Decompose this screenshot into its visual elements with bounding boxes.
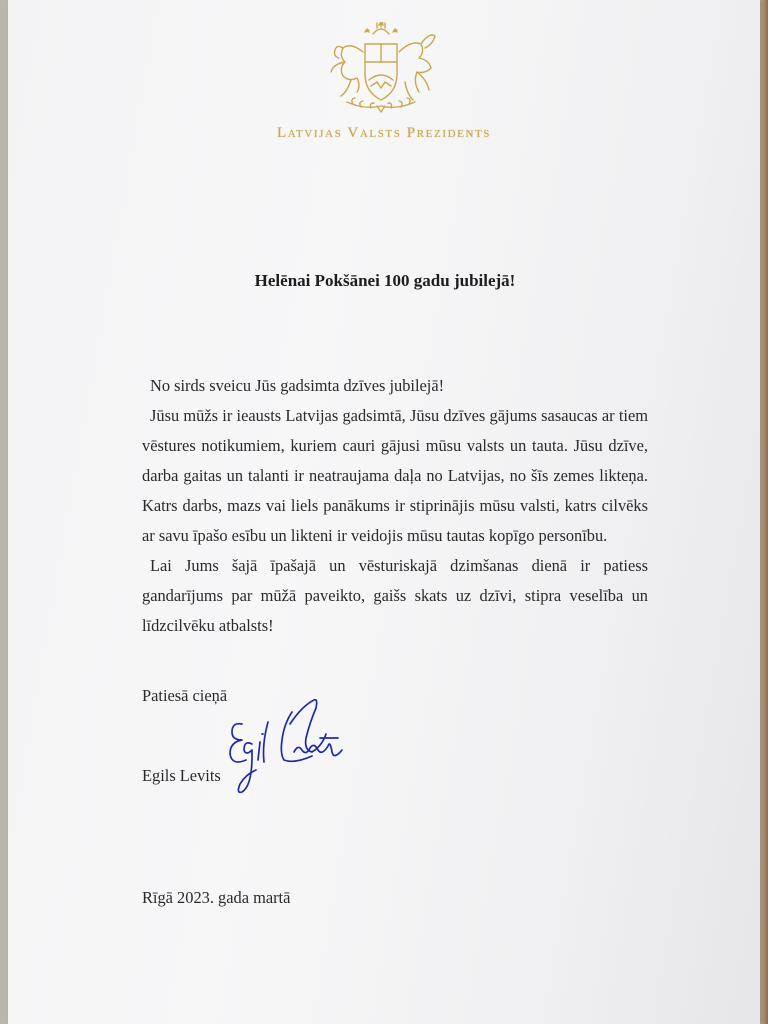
- handwritten-signature-icon: [222, 694, 350, 802]
- latvia-coat-of-arms-icon: [321, 22, 441, 114]
- closing-phrase: Patiesā cieņā: [142, 686, 228, 705]
- signer-name: Egils Levits: [142, 766, 221, 785]
- letter-title: Helēnai Pokšānei 100 gadu jubilejā!: [254, 271, 516, 290]
- letter-body: [142, 371, 648, 641]
- body-paragraph-1: Jūsu mūžs ir ieausts Latvijas gadsimtā, Jūsu dzīves gājums sasaucas ar tiem vēstures notikumiem, kuriem cauri gājusi mūsu valsts un tauta. Jūsu dzīve, darba gaitas un talanti ir neatraujama daļa no Latvijas, no šīs zemes likteņa. Katrs darbs, mazs vai liels panākums ir stiprinājis mūsu valsti, katrs cilvēks ar savu īpašo esību un likteni ir veidojis mūsu tautas kopīgo personību.: [142, 406, 648, 545]
- institution-name: Latvijas Valsts Prezidents: [276, 125, 492, 141]
- body-paragraph-2: Lai Jums šajā īpašajā un vēsturiskajā dzimšanas dienā ir patiess gandarījums par mūžā paveikto, gaišs skats uz dzīvi, stipra veselība un līdzcilvēku atbalsts!: [142, 556, 648, 635]
- place-and-date: Rīgā 2023. gada martā: [142, 888, 291, 907]
- greeting-line: No sirds sveicu Jūs gadsimta dzīves jubilejā!: [150, 376, 445, 395]
